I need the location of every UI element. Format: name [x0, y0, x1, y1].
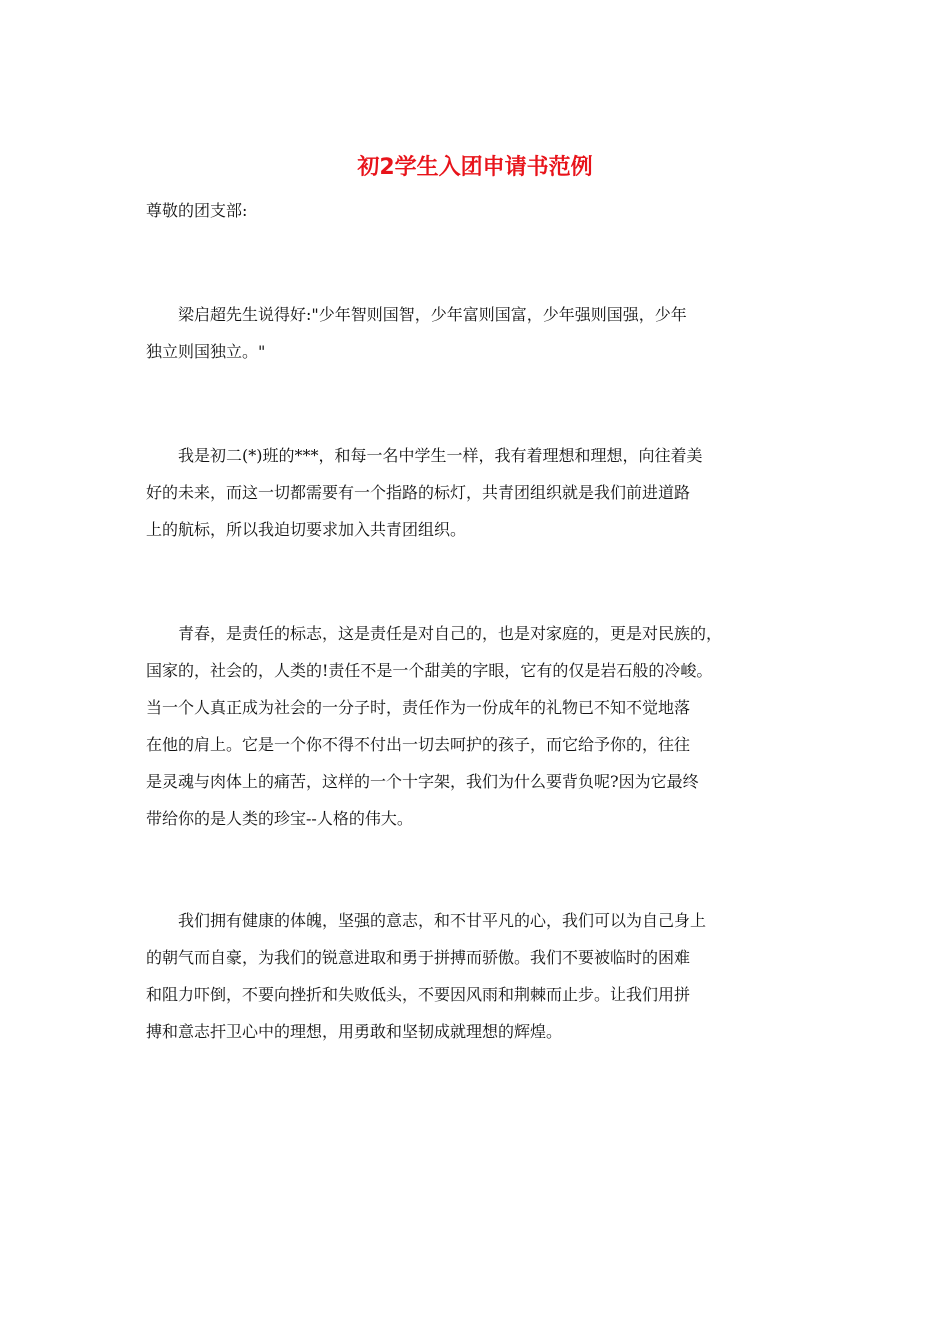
salutation: 尊敬的团支部: [146, 201, 248, 220]
paragraph-2 [146, 437, 826, 548]
paragraph-line: 上的航标，所以我迫切要求加入共青团组织。 [146, 520, 467, 539]
paragraph-line: 我是初二(*)班的***，和每一名中学生一样，我有着理想和理想，向往着美 [146, 446, 703, 465]
paragraph-line: 搏和意志扞卫心中的理想，用勇敢和坚韧成就理想的辉煌。 [146, 1022, 563, 1041]
paragraph-line: 我们拥有健康的体魄，坚强的意志，和不甘平凡的心，我们可以为自己身上 [146, 911, 707, 930]
paragraph-line: 青春，是责任的标志，这是责任是对自己的，也是对家庭的，更是对民族的， [146, 624, 723, 643]
paragraph-line: 国家的，社会的，人类的!责任不是一个甜美的字眼，它有的仅是岩石般的冷峻。 [146, 661, 713, 680]
paragraph-line: 和阻力吓倒，不要向挫折和失败低头，不要因风雨和荆棘而止步。让我们用拼 [146, 985, 691, 1004]
paragraph-1 [146, 296, 826, 370]
paragraph-line: 好的未来，而这一切都需要有一个指路的标灯，共青团组织就是我们前进道路 [146, 483, 691, 502]
paragraph-line: 带给你的是人类的珍宝--人格的伟大。 [146, 809, 413, 828]
paragraph-line: 梁启超先生说得好:"少年智则国智，少年富则国富，少年强则国强，少年 [146, 305, 687, 324]
document-title: 初2学生入团申请书范例 [357, 155, 593, 180]
paragraph-line: 是灵魂与肉体上的痛苦，这样的一个十字架，我们为什么要背负呢?因为它最终 [146, 772, 699, 791]
paragraph-3 [146, 615, 826, 837]
paragraph-4 [146, 902, 826, 1050]
paragraph-line: 的朝气而自豪，为我们的锐意进取和勇于拼搏而骄傲。我们不要被临时的困难 [146, 948, 691, 967]
paragraph-line: 在他的肩上。它是一个你不得不付出一切去呵护的孩子，而它给予你的，往往 [146, 735, 691, 754]
paragraph-line: 独立则国独立。" [146, 342, 266, 361]
paragraph-line: 当一个人真正成为社会的一分子时，责任作为一份成年的礼物已不知不觉地落 [146, 698, 691, 717]
